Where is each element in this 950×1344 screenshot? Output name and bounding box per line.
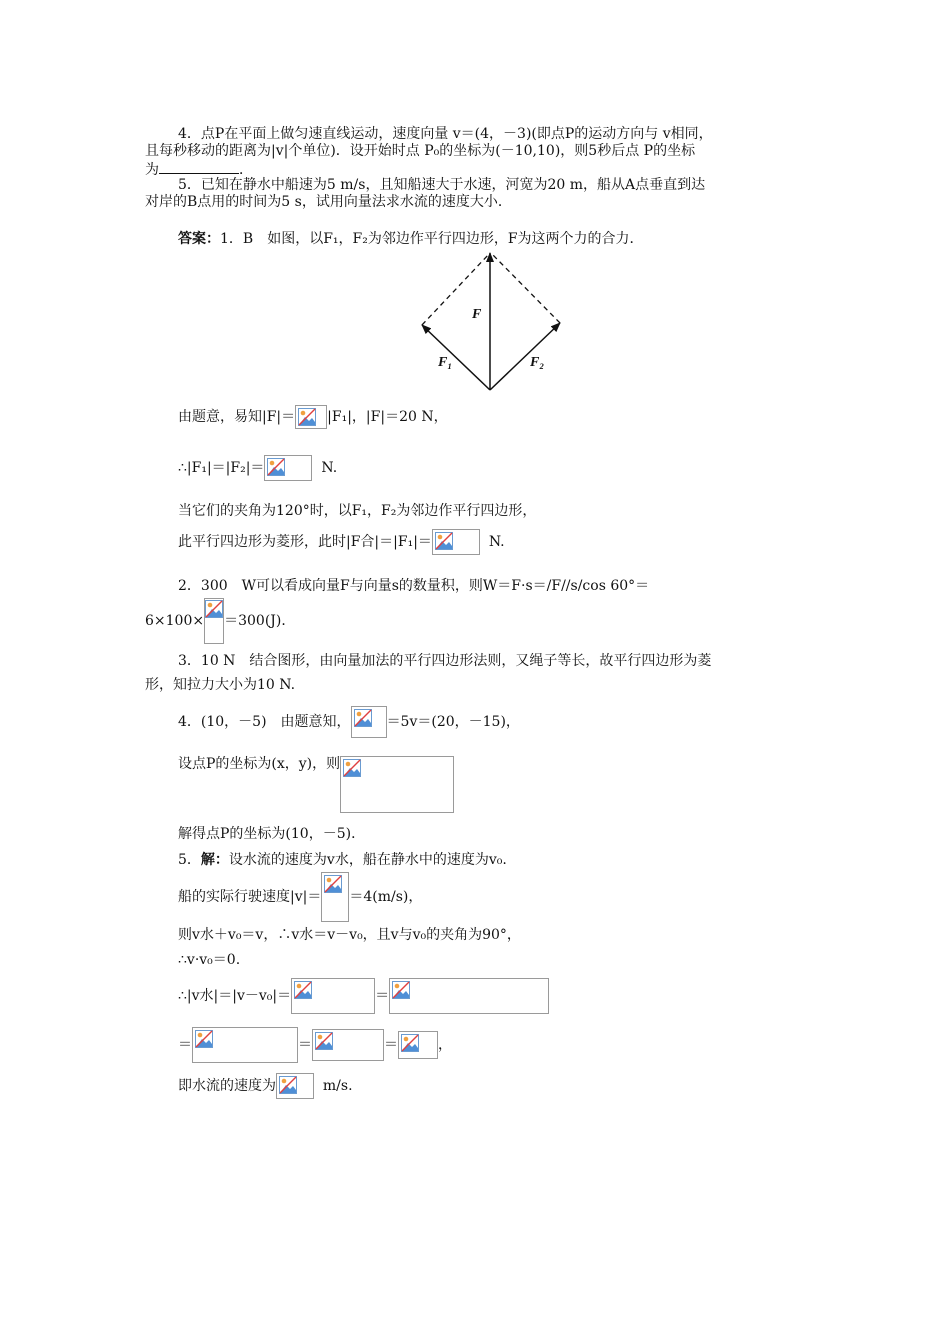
a2-l2-post: ＝300(J)． [224, 613, 296, 629]
broken-image-icon [343, 759, 361, 777]
a4-l2-pre: 设点P的坐标为(x，y)，则 [178, 756, 341, 772]
answer-3-line2: 形，知拉力大小为10 N. [145, 677, 296, 693]
formula-image [204, 598, 224, 644]
broken-image-icon [294, 981, 312, 999]
a5-l2-post: ＝4(m/s)， [349, 889, 423, 905]
broken-image-icon [298, 408, 316, 426]
vector-F1-arrow [422, 325, 490, 390]
a5-l5-pre: ∴|v水|＝|v－v₀|＝ [178, 988, 292, 1004]
broken-image-icon [435, 532, 453, 550]
formula-image [264, 455, 312, 481]
a5-l2-pre: 船的实际行驶速度|v|＝ [178, 889, 322, 905]
answer-1-line1 [178, 231, 644, 247]
answer-2-line1: 2．300 W可以看成向量F与向量s的数量积，则W＝F·s＝/F//s/cos 60°＝ [178, 578, 650, 594]
a2-l2-pre: 6×100× [145, 613, 205, 629]
force-parallelogram-diagram [410, 248, 570, 393]
formula-image [389, 978, 549, 1014]
a5-l7-pre: 即水流的速度为 [178, 1078, 276, 1094]
q5-line2: 对岸的B点用的时间为5 s，试用向量法求水流的速度大小． [145, 194, 512, 210]
equals-sign: ＝ [178, 1037, 192, 1053]
answer-1-line3 [178, 455, 337, 481]
formula-image [295, 405, 327, 429]
answer-4-line3: 解得点P的坐标为(10，－5)． [178, 826, 366, 842]
formula-image [192, 1027, 298, 1063]
formula-image [276, 1073, 314, 1099]
a1-l3-pre: ∴|F₁|＝|F₂|＝ [178, 460, 265, 476]
a1-l3-post: N. [321, 460, 338, 476]
label-F2: F₂ [530, 355, 545, 370]
answer-1-line2 [178, 405, 448, 429]
broken-image-icon [401, 1034, 419, 1052]
a5-l7-post: m/s. [322, 1078, 353, 1094]
dashed-side-right [491, 253, 560, 323]
vector-F2-arrow [490, 323, 560, 390]
formula-image [321, 872, 349, 922]
equals-sign: ＝ [298, 1037, 312, 1053]
broken-image-icon [315, 1032, 333, 1050]
formula-image [432, 529, 480, 555]
broken-image-icon [392, 981, 410, 999]
broken-image-icon [354, 709, 372, 727]
equals-sign: ＝ [375, 988, 390, 1004]
label-F1: F₁ [438, 355, 453, 370]
answer-5-line4: ∴v·v₀＝0. [178, 952, 241, 968]
answer-3-line1: 3．10 N 结合图形，由向量加法的平行四边形法则，又绳子等长，故平行四边形为菱 [178, 653, 712, 669]
answer-4-line2 [178, 756, 454, 813]
broken-image-icon [195, 1030, 213, 1048]
q4-line3 [145, 160, 253, 178]
a1-l2-pre: 由题意，易知|F|＝ [178, 409, 296, 425]
formula-image [351, 706, 387, 738]
q4-line1: 4．点P在平面上做匀速直线运动，速度向量 v＝(4，－3)(即点P的运动方向与 v相同， [178, 126, 713, 142]
broken-image-icon [267, 458, 285, 476]
a1-l2-post: |F₁|，|F|＝20 N， [327, 409, 448, 425]
formula-image [312, 1029, 384, 1061]
broken-image-icon [205, 600, 223, 618]
a1-l5-pre: 此平行四边形为菱形，此时|F合|＝|F₁|＝ [178, 534, 432, 550]
a5-l1-post: 设水流的速度为v水，船在静水中的速度为v₀. [228, 852, 507, 868]
label-F: F [472, 307, 482, 322]
answer-5-line5 [178, 978, 549, 1014]
answer-5-line2 [178, 872, 422, 922]
a4-l1-pre: 4．(10，－5) 由题意知， [178, 714, 351, 730]
answer-5-line7 [178, 1073, 353, 1099]
comma: ， [438, 1037, 452, 1053]
formula-image [398, 1031, 438, 1059]
a1-l5-post: N. [488, 534, 505, 550]
formula-image [340, 756, 454, 813]
formula-image [291, 978, 375, 1014]
answer-4-line1 [178, 706, 520, 738]
q5-line1: 5．已知在静水中船速为5 m/s，且知船速大于水速，河宽为20 m，船从A点垂直到达 [178, 177, 706, 193]
answer-5-line3: 则v水＋v₀＝v，∴v水＝v－v₀，且v与v₀的夹角为90°， [178, 927, 521, 943]
answer-1-line5 [178, 529, 505, 555]
answer-1-line4: 当它们的夹角为120°时，以F₁，F₂为邻边作平行四边形， [178, 503, 537, 519]
answer-2-line2 [145, 598, 295, 644]
broken-image-icon [324, 875, 342, 893]
a5-l1-pre: 5． [178, 852, 201, 868]
q4-line2: 且每秒移动的距离为|v|个单位)．设开始时点 P₀的坐标为(－10,10)，则5秒后点 P的坐标 [145, 143, 696, 159]
answer-label: 答案： [178, 231, 220, 247]
answer-1-text: 1．B 如图，以F₁，F₂为邻边作平行四边形，F为这两个力的合力． [220, 231, 644, 247]
answer-blank [159, 160, 239, 174]
answer-5-line6 [178, 1027, 452, 1063]
equals-sign: ＝ [384, 1037, 398, 1053]
q4-line3-post: ． [239, 162, 253, 178]
q4-line3-pre: 为 [145, 162, 159, 178]
a5-label: 解： [200, 852, 229, 868]
answer-5-line1 [178, 852, 507, 868]
a4-l1-post: ＝5v＝(20，－15)， [386, 714, 520, 730]
broken-image-icon [279, 1076, 297, 1094]
